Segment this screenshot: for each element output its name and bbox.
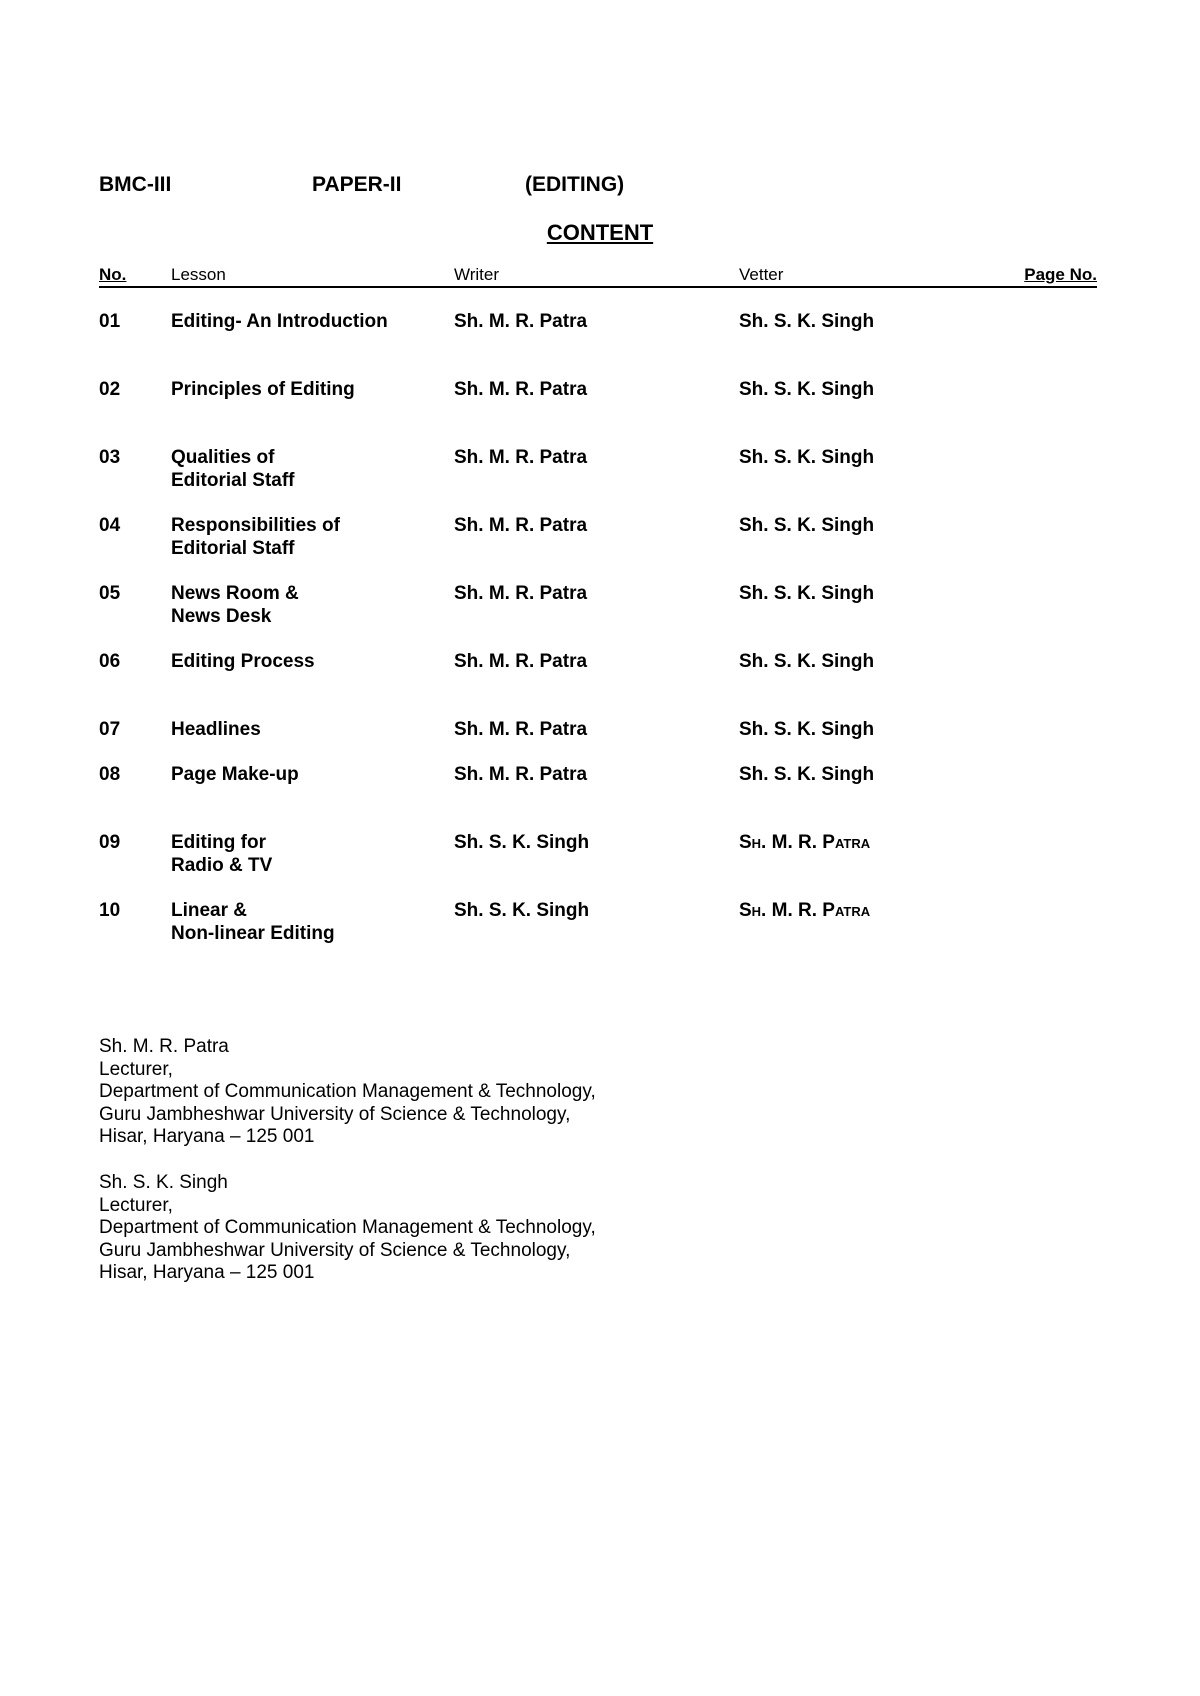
lesson-number: 05 (99, 583, 121, 604)
lesson-number: 08 (99, 764, 121, 785)
writer-address (99, 1036, 596, 1149)
lesson-vetter: Sh. S. K. Singh (739, 583, 875, 604)
column-header-vetter: Vetter (739, 265, 784, 284)
address-department: Department of Communication Management & Technology, (99, 1217, 596, 1238)
lesson-vetter: Sh. S. K. Singh (739, 651, 875, 672)
lesson-vetter: Sh. S. K. Singh (739, 515, 875, 536)
lesson-writer: Sh. M. R. Patra (454, 719, 588, 740)
column-header-lesson: Lesson (171, 265, 226, 284)
content-title: CONTENT (546, 220, 654, 245)
address-designation: Lecturer, (99, 1058, 173, 1080)
lesson-writer: Sh. M. R. Patra (454, 651, 588, 672)
address-designation: Lecturer, (99, 1194, 173, 1216)
lesson-writer: Sh. M. R. Patra (454, 764, 588, 785)
column-header-writer: Writer (454, 265, 500, 284)
lesson-vetter: Sh. S. K. Singh (739, 311, 875, 332)
address-name: Sh. S. K. Singh (99, 1172, 228, 1193)
lesson-number: 07 (99, 719, 121, 740)
address-location: Hisar, Haryana – 125 001 (99, 1126, 315, 1147)
lesson-number: 09 (99, 832, 121, 853)
lesson-number: 03 (99, 447, 121, 468)
lesson-title: Editing for Radio & TV (171, 832, 273, 876)
lesson-writer: Sh. M. R. Patra (454, 311, 588, 332)
lesson-number: 02 (99, 379, 121, 400)
address-university: Guru Jambheshwar University of Science & Technology, (99, 1103, 571, 1125)
lesson-title: News Room & News Desk (171, 583, 299, 627)
lesson-vetter: Sh. S. K. Singh (739, 379, 875, 400)
lesson-title: Responsibilities of Editorial Staff (171, 515, 340, 559)
lesson-title: Headlines (171, 719, 261, 740)
lesson-number: 01 (99, 311, 121, 332)
lesson-title: Page Make-up (171, 764, 299, 785)
paper-number: PAPER-II (312, 173, 402, 196)
lesson-vetter: Sh. M. R. Patra (739, 900, 871, 921)
column-header-page-no: Page No. (1024, 265, 1097, 284)
lesson-number: 10 (99, 900, 121, 921)
lesson-vetter: Sh. S. K. Singh (739, 719, 875, 740)
table-header-row (99, 266, 1097, 288)
lesson-writer: Sh. M. R. Patra (454, 515, 588, 536)
lesson-writer: Sh. M. R. Patra (454, 379, 588, 400)
lesson-title: Editing Process (171, 651, 315, 672)
lesson-title: Principles of Editing (171, 379, 355, 400)
lesson-writer: Sh. M. R. Patra (454, 583, 588, 604)
vetter-address (99, 1172, 596, 1285)
lesson-vetter: Sh. M. R. Patra (739, 832, 871, 853)
lesson-vetter: Sh. S. K. Singh (739, 764, 875, 785)
lesson-title: Editing- An Introduction (171, 311, 388, 332)
lesson-vetter: Sh. S. K. Singh (739, 447, 875, 468)
lesson-writer: Sh. S. K. Singh (454, 900, 590, 921)
paper-subject: (EDITING) (525, 173, 625, 196)
address-name: Sh. M. R. Patra (99, 1036, 229, 1057)
lesson-title: Qualities of Editorial Staff (171, 447, 295, 491)
course-code: BMC-III (99, 173, 172, 196)
column-header-no: No. (99, 265, 127, 284)
lesson-number: 06 (99, 651, 121, 672)
address-university: Guru Jambheshwar University of Science & Technology, (99, 1239, 571, 1261)
lesson-writer: Sh. S. K. Singh (454, 832, 590, 853)
lesson-number: 04 (99, 515, 121, 536)
address-location: Hisar, Haryana – 125 001 (99, 1262, 315, 1283)
lesson-title: Linear & Non-linear Editing (171, 900, 335, 944)
lesson-writer: Sh. M. R. Patra (454, 447, 588, 468)
address-department: Department of Communication Management & Technology, (99, 1081, 596, 1102)
